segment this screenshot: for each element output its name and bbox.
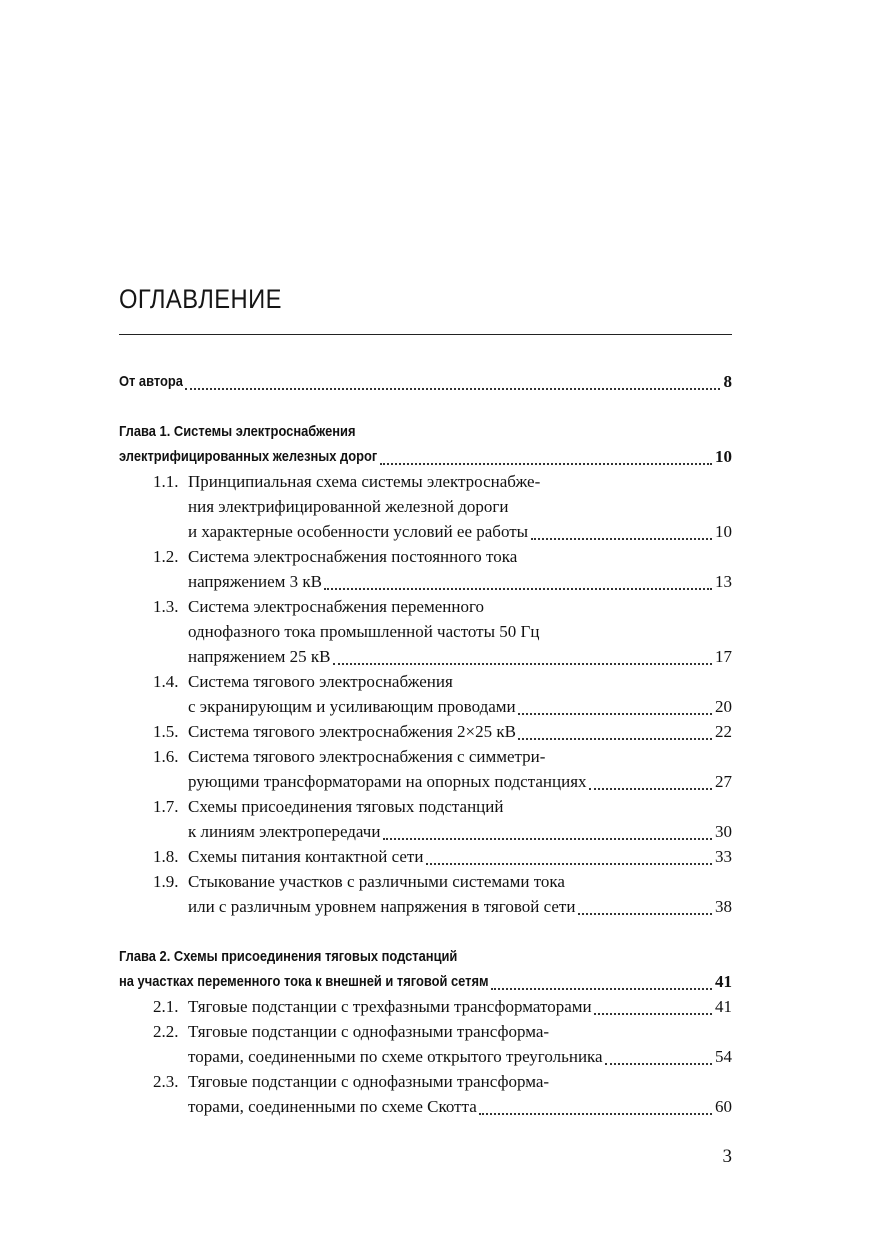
toc-entry[interactable]	[119, 670, 732, 694]
page-ref: 10	[715, 447, 732, 466]
section-number: 1.5.	[153, 722, 179, 741]
section-title: Тяговые подстанции с однофазными трансформа-	[188, 1072, 550, 1091]
section-title: Тяговые подстанции с трехфазными трансформаторами	[188, 997, 592, 1016]
dot-leader	[531, 538, 712, 540]
dot-leader	[479, 1113, 712, 1115]
section-title: ния электрифицированной железной дороги	[188, 497, 509, 516]
toc-entry[interactable]	[119, 770, 732, 794]
toc-entry[interactable]	[119, 970, 732, 994]
toc-entry[interactable]	[119, 870, 732, 894]
toc-entry[interactable]	[119, 620, 732, 644]
section-title: Система электроснабжения постоянного тока	[188, 547, 518, 566]
dot-leader	[518, 713, 712, 715]
title-rule	[119, 334, 732, 335]
dot-leader	[185, 388, 720, 390]
page-ref: 38	[715, 897, 732, 916]
section-title: торами, соединенными по схеме открытого треугольника	[188, 1047, 603, 1066]
chapter-title: электрифицированных железных дорог	[119, 448, 378, 465]
page-ref: 20	[715, 697, 732, 716]
section-title: Схемы питания контактной сети	[188, 847, 424, 866]
section-title: Система тягового электроснабжения	[188, 672, 453, 691]
section-title: Система тягового электроснабжения с симметри-	[188, 747, 546, 766]
page-ref: 27	[715, 772, 732, 791]
toc-entry[interactable]	[119, 720, 732, 744]
toc-entry[interactable]	[119, 420, 732, 444]
page-ref: 54	[715, 1047, 732, 1066]
dot-leader	[324, 588, 712, 590]
page-ref: 41	[715, 972, 732, 991]
toc-entry[interactable]	[119, 695, 732, 719]
page-ref: 22	[715, 722, 732, 741]
page-ref: 33	[715, 847, 732, 866]
toc-entry[interactable]	[119, 370, 732, 394]
toc-entry[interactable]	[119, 445, 732, 469]
chapter-title: Глава 2. Схемы присоединения тяговых подстанций	[119, 948, 458, 965]
dot-leader	[380, 463, 712, 465]
toc-entry[interactable]	[119, 645, 732, 669]
toc-entry[interactable]	[119, 895, 732, 919]
section-number: 1.8.	[153, 847, 179, 866]
section-title: рующими трансформаторами на опорных подстанциях	[188, 772, 587, 791]
dot-leader	[383, 838, 712, 840]
section-title: Стыкование участков с различными системами тока	[188, 872, 565, 891]
dot-leader	[426, 863, 712, 865]
toc-entry[interactable]	[119, 845, 732, 869]
section-title: или с различным уровнем напряжения в тяговой сети	[188, 897, 576, 916]
section-title: к линиям электропередачи	[188, 822, 381, 841]
toc-entry[interactable]	[119, 795, 732, 819]
toc-entry[interactable]	[119, 945, 732, 969]
dot-leader	[605, 1063, 712, 1065]
toc-entry[interactable]	[119, 470, 732, 494]
toc-entry[interactable]	[119, 570, 732, 594]
dot-leader	[518, 738, 712, 740]
section-title: Принципиальная схема системы электроснабже-	[188, 472, 541, 491]
section-number: 1.3.	[153, 597, 179, 616]
page-number: 3	[722, 1146, 732, 1167]
section-title: и характерные особенности условий ее работы	[188, 522, 529, 541]
dot-leader	[578, 913, 712, 915]
dot-leader	[333, 663, 712, 665]
section-number: 1.2.	[153, 547, 179, 566]
dot-leader	[589, 788, 712, 790]
page-ref: 60	[715, 1097, 732, 1116]
page-ref: 8	[723, 372, 732, 391]
section-number: 2.2.	[153, 1022, 179, 1041]
toc-entry[interactable]	[119, 820, 732, 844]
section-title: напряжением 3 кВ	[188, 572, 322, 591]
page-ref: 17	[715, 647, 732, 666]
toc-entry[interactable]	[119, 1070, 732, 1094]
toc-entry[interactable]	[119, 595, 732, 619]
section-number: 1.1.	[153, 472, 179, 491]
toc-entry[interactable]	[119, 1045, 732, 1069]
page-ref: 30	[715, 822, 732, 841]
toc-entry[interactable]	[119, 1020, 732, 1044]
page-ref: 41	[715, 997, 732, 1016]
section-title: Система тягового электроснабжения 2×25 кВ	[188, 722, 516, 741]
page-ref: 13	[715, 572, 732, 591]
section-number: 2.1.	[153, 997, 179, 1016]
toc-entry[interactable]	[119, 545, 732, 569]
section-title: напряжением 25 кВ	[188, 647, 331, 666]
dot-leader	[491, 988, 712, 990]
section-title: Схемы присоединения тяговых подстанций	[188, 797, 504, 816]
section-number: 1.4.	[153, 672, 179, 691]
toc-title: ОГЛАВЛЕНИЕ	[119, 284, 282, 314]
section-title: Система электроснабжения переменного	[188, 597, 484, 616]
toc-entry[interactable]	[119, 495, 732, 519]
section-title: с экранирующим и усиливающим проводами	[188, 697, 516, 716]
chapter-title: Глава 1. Системы электроснабжения	[119, 423, 356, 440]
section-number: 2.3.	[153, 1072, 179, 1091]
section-title: торами, соединенными по схеме Скотта	[188, 1097, 477, 1116]
section-title: однофазного тока промышленной частоты 50 Гц	[188, 622, 540, 641]
dot-leader	[594, 1013, 712, 1015]
toc-entry[interactable]	[119, 995, 732, 1019]
section-number: 1.9.	[153, 872, 179, 891]
chapter-title: От автора	[119, 373, 183, 390]
page-ref: 10	[715, 522, 732, 541]
toc-entry[interactable]	[119, 1095, 732, 1119]
section-title: Тяговые подстанции с однофазными трансформа-	[188, 1022, 550, 1041]
section-number: 1.7.	[153, 797, 179, 816]
toc-entry[interactable]	[119, 745, 732, 769]
toc-entry[interactable]	[119, 520, 732, 544]
chapter-title: на участках переменного тока к внешней и тяговой сетям	[119, 973, 489, 990]
section-number: 1.6.	[153, 747, 179, 766]
